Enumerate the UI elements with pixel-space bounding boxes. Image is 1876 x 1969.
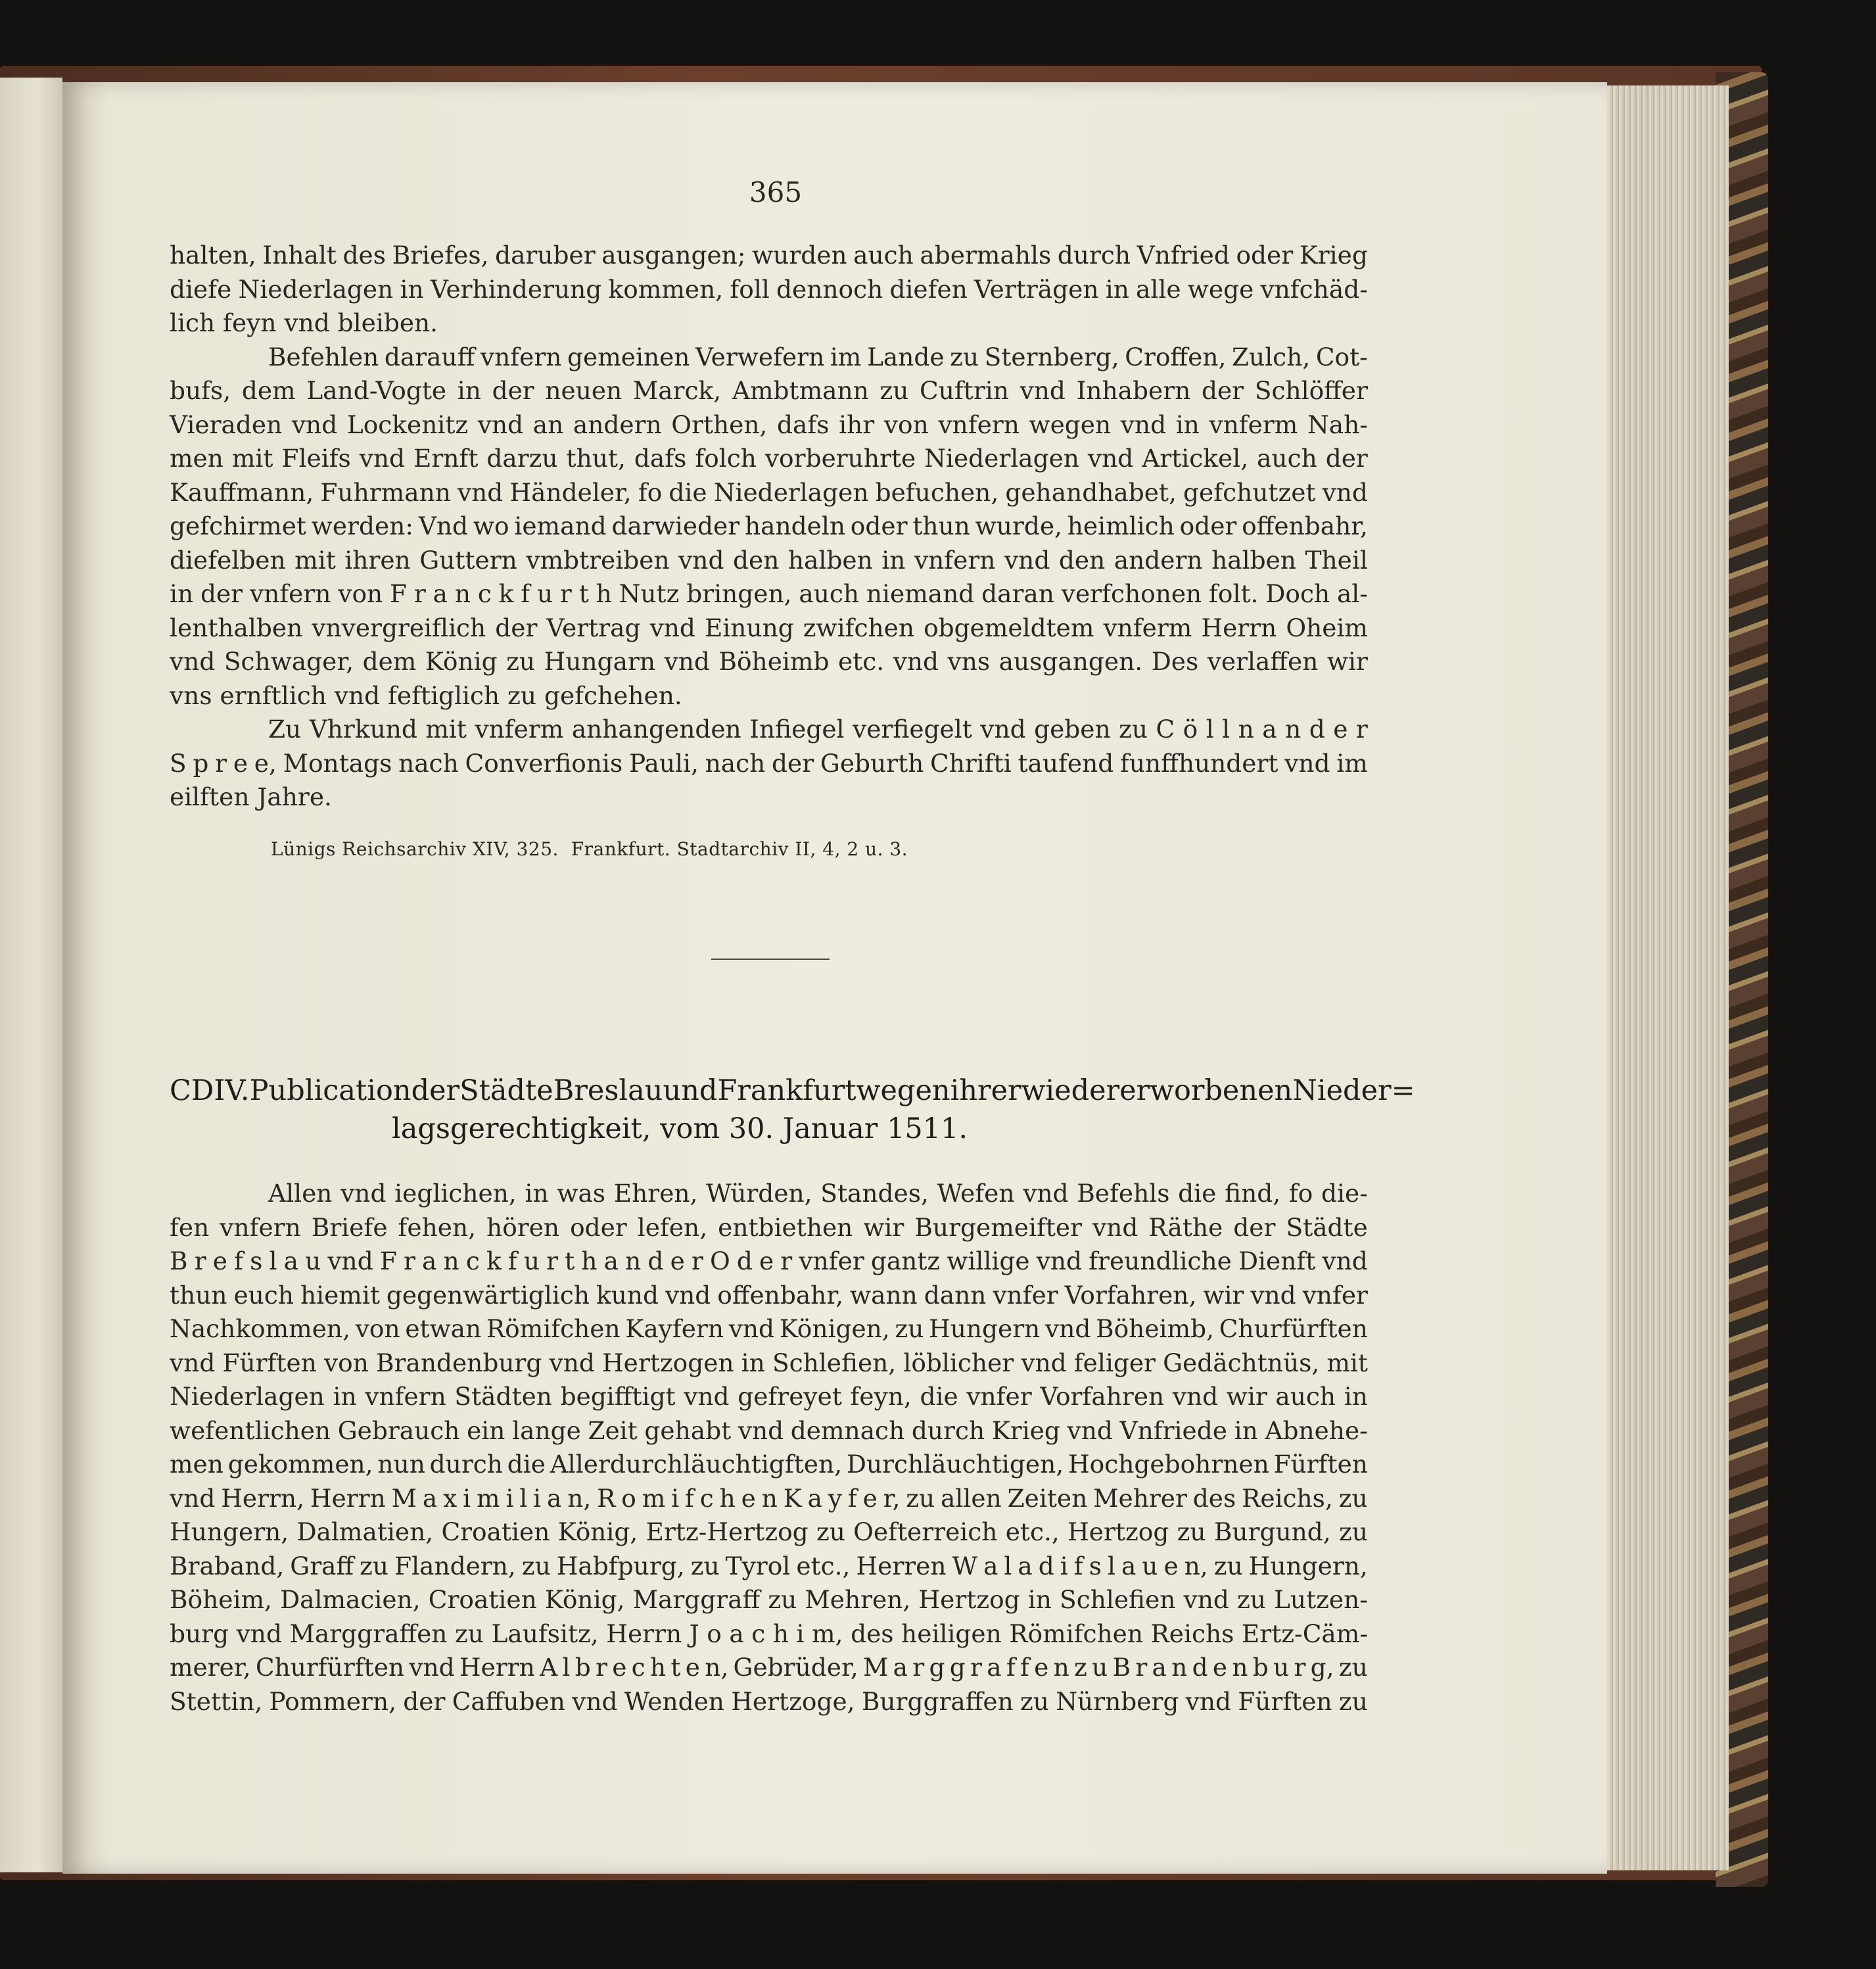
text-line: eilften Jahre.: [170, 782, 332, 811]
text-line: Böheim, Dalmacien, Croatien König, Marggraff zu Mehren, Hertzog in Schlefien vnd zu Lutzen-: [170, 1585, 1368, 1614]
text-line: in der vnfern von F r a n c k f u r t h Nutz bringen, auch niemand daran verfchonen folt. Doch al-: [170, 579, 1368, 608]
verso-page-edge: [0, 78, 62, 1872]
text-line: Allen vnd ieglichen, in was Ehren, Würden, Standes, Wefen vnd Befehls die find, fo die-: [268, 1179, 1368, 1208]
text-line: men gekommen, nun durch die Allerdurchläuchtigften, Durchläuchtigen, Hochgebohrnen Fürften: [170, 1450, 1368, 1479]
text-line: Kauffmann, Fuhrmann vnd Händeler, fo die Niederlagen befuchen, gehandhabet, gefchutzet vnd: [170, 477, 1368, 507]
text-line: diefelben mit ihren Guttern vmbtreiben vnd den halben in vnfern vnd den andern halben Theil: [170, 545, 1368, 575]
document-heading: [170, 1072, 1415, 1148]
text-line: wefentlichen Gebrauch ein lange Zeit gehabt vnd demnach durch Krieg vnd Vnfriede in Abnehe-: [170, 1415, 1368, 1445]
text-line: merer, Churfürften vnd Herrn A l b r e c h t e n, Gebrüder, M a r g g r a f f e n z u B r a n d e n b u r g, zu: [170, 1653, 1368, 1682]
text-block-1: [170, 239, 1368, 815]
text-line: gefchirmet werden: Vnd wo iemand darwieder handeln oder thun wurde, heimlich oder offenbahr,: [170, 511, 1368, 540]
text-line: vnd Schwager, dem König zu Hungarn vnd Böheimb etc. vnd vns ausgangen. Des verlaffen wir: [170, 647, 1368, 676]
text-line: halten, Inhalt des Briefes, daruber ausgangen; wurden auch abermahls durch Vnfried oder Krieg: [170, 241, 1368, 270]
text-line: vnd Fürften von Brandenburg vnd Hertzogen in Schlefien, löblicher vnd feliger Gedächtnüs, mit: [170, 1348, 1368, 1377]
heading-line-1: CDIV. Publication der Städte Breslau und Frankfurt wegen ihrer wiedererworbenen Nieder=: [170, 1074, 1415, 1107]
text-line: thun euch hiemit gegenwärtiglich kund vnd offenbahr, wann dann vnfer Vorfahren, wir vnd vnfer: [170, 1280, 1368, 1310]
source-footnote: Lünigs Reichsarchiv XIV, 325. Frankfurt. Stadtarchiv II, 4, 2 u. 3.: [271, 838, 908, 860]
text-line: Befehlen darauff vnfern gemeinen Verwefern im Lande zu Sternberg, Croffen, Zulch, Cot-: [268, 342, 1368, 371]
section-divider: [711, 959, 830, 960]
page-block-edge: [1604, 85, 1729, 1870]
text-line: B r e f s l a u vnd F r a n c k f u r t h a n d e r O d e r vnfer gantz willige vnd freundliche Dienft vnd: [170, 1246, 1368, 1275]
text-line: bufs, dem Land-Vogte in der neuen Marck, Ambtmann zu Cuftrin vnd Inhabern der Schlöffer: [170, 376, 1368, 405]
text-line: Nachkommen, von etwan Römifchen Kayfern vnd Königen, zu Hungern vnd Böheimb, Churfürften: [170, 1314, 1368, 1343]
text-line: Hungern, Dalmatien, Croatien König, Ertz-Hertzog zu Oefterreich etc., Hertzog zu Burgund, zu: [170, 1517, 1368, 1546]
page-number: 365: [749, 176, 803, 208]
text-line: vnd Herrn, Herrn M a x i m i l i a n, R o m i f c h e n K a y f e r, zu allen Zeiten Mehrer des Reichs, zu: [170, 1483, 1368, 1513]
heading-line-2: lagsgerechtigkeit, vom 30. Januar 1511.: [392, 1112, 968, 1145]
text-line: burg vnd Marggraffen zu Laufsitz, Herrn J o a c h i m, des heiligen Römifchen Reichs Ertz-Cäm-: [170, 1619, 1368, 1648]
text-line: diefe Niederlagen in Verhinderung kommen, foll dennoch diefen Verträgen in alle wege vnfchäd-: [170, 274, 1368, 304]
text-line: vns ernftlich vnd feftiglich zu gefchehen.: [170, 680, 682, 710]
text-line: lich feyn vnd bleiben.: [170, 308, 438, 337]
text-line: lenthalben vnvergreiflich der Vertrag vnd Einung zwifchen obgemeldtem vnferm Herrn Oheim: [170, 613, 1368, 642]
text-block-2: [170, 1177, 1368, 1719]
text-line: men mit Fleifs vnd Ernft darzu thut, dafs folch vorberuhrte Niederlagen vnd Artickel, auch der: [170, 444, 1368, 473]
text-line: Stettin, Pommern, der Caffuben vnd Wenden Hertzoge, Burggraffen zu Nürnberg vnd Fürften zu: [170, 1686, 1368, 1716]
text-line: Braband, Graff zu Flandern, zu Habfpurg, zu Tyrol etc., Herren W a l a d i f s l a u e n, zu Hungern,: [170, 1551, 1368, 1580]
text-line: Niederlagen in vnfern Städten begifftigt vnd gefreyet feyn, die vnfer Vorfahren vnd wir auch in: [170, 1382, 1368, 1411]
text-line: Vieraden vnd Lockenitz vnd an andern Orthen, dafs ihr von vnfern wegen vnd in vnferm Nah-: [170, 410, 1368, 439]
text-line: Zu Vhrkund mit vnferm anhangenden Infiegel verfiegelt vnd geben zu C ö l l n a n d e r: [268, 715, 1368, 744]
text-line: S p r e e, Montags nach Converfionis Pauli, nach der Geburth Chrifti taufend funffhundert vnd im: [170, 748, 1368, 778]
text-line: fen vnfern Briefe fehen, hören oder lefen, entbiethen wir Burgemeifter vnd Räthe der Städte: [170, 1212, 1368, 1242]
